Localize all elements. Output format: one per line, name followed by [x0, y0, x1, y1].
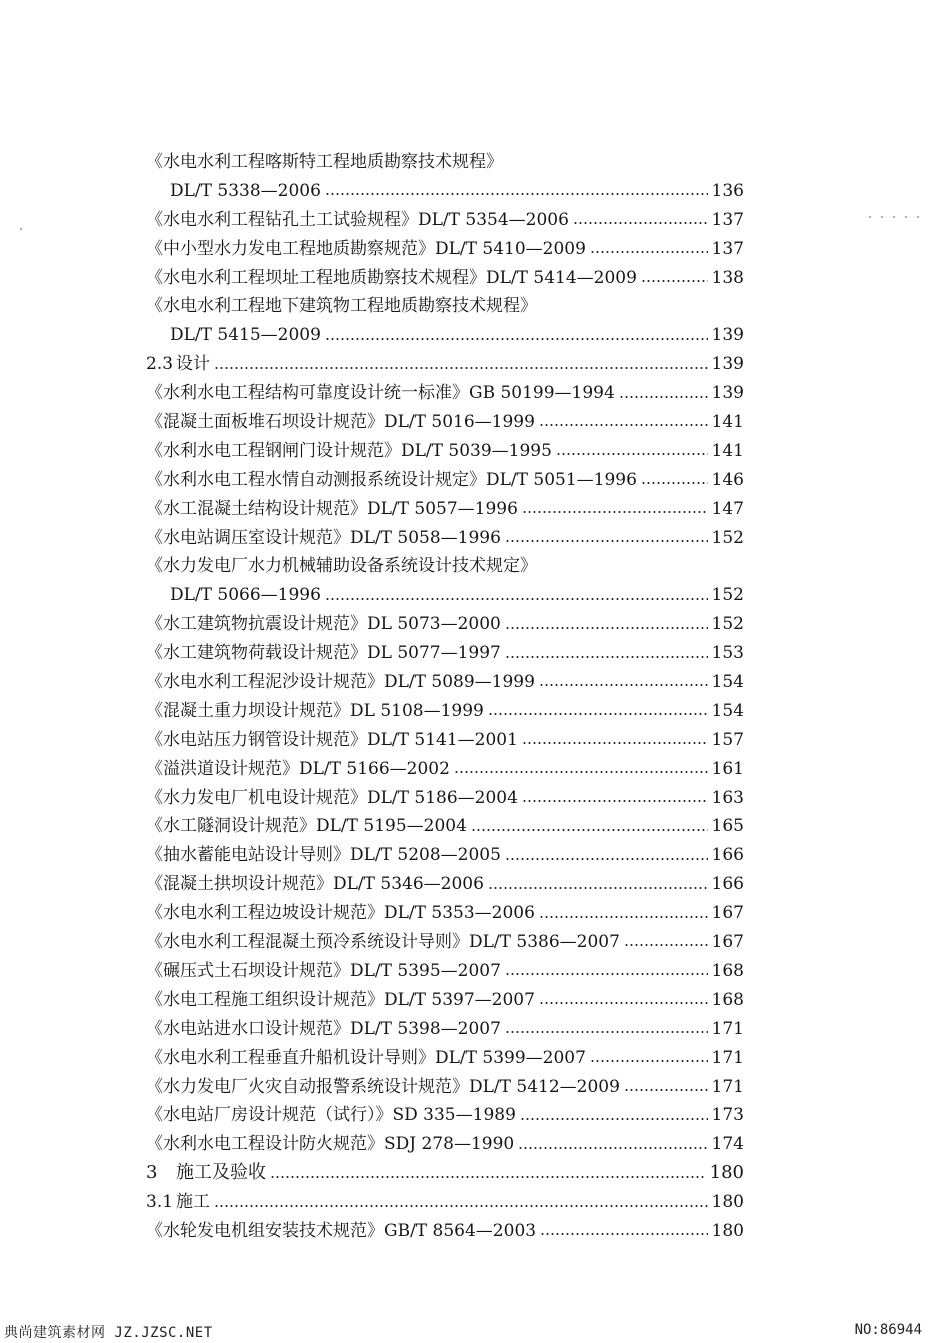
dot-leader: [270, 1176, 706, 1178]
dot-leader: [539, 684, 708, 686]
toc-entry-title: 《水利水电工程钢闸门设计规范》DL/T 5039—1995: [146, 440, 552, 461]
section-number: 2.3: [146, 354, 174, 375]
dot-leader: [540, 1233, 707, 1235]
toc-page-number: 163: [711, 787, 744, 808]
toc-page-number: 152: [711, 527, 744, 548]
toc-entry-title: 《水工混凝土结构设计规范》DL/T 5057—1996: [146, 498, 518, 519]
dot-leader: [488, 887, 708, 889]
dot-leader: [539, 916, 708, 918]
dot-leader: [556, 453, 708, 455]
toc-entry: [146, 206, 744, 235]
toc-entry: [146, 1073, 744, 1102]
toc-page-number: 154: [711, 672, 744, 693]
toc-page-number: 137: [711, 238, 744, 259]
toc-entry: [146, 928, 744, 957]
dot-leader: [520, 1118, 708, 1120]
dot-leader: [641, 482, 708, 484]
dot-leader: [624, 1089, 708, 1091]
toc-entry: [146, 379, 744, 408]
dot-leader: [641, 280, 708, 282]
toc-entry: [146, 726, 744, 755]
dot-leader: [539, 1002, 708, 1004]
scan-artifact: [864, 216, 924, 218]
toc-entry-title: 《抽水蓄能电站设计导则》DL/T 5208—2005: [146, 845, 501, 866]
toc-entry-title: 《水电水利工程地下建筑物工程地质勘察技术规程》: [146, 296, 537, 317]
toc-entry: [146, 1015, 744, 1044]
toc-entry-title: [146, 1188, 210, 1217]
toc-entry: [146, 321, 744, 350]
toc-entry: [146, 870, 744, 899]
toc-page-number: 180: [711, 1220, 744, 1241]
watermark-footer: [0, 1318, 950, 1343]
toc-entry-title: 《水工建筑物抗震设计规范》DL 5073—2000: [146, 614, 501, 635]
toc-entry: [146, 437, 744, 466]
toc-page-number: 141: [711, 412, 744, 433]
toc-entry: [146, 1101, 744, 1130]
toc-entry: [146, 264, 744, 293]
toc-entry-title: 《水电站进水口设计规范》DL/T 5398—2007: [146, 1018, 501, 1039]
section-title: 设计: [176, 354, 210, 375]
toc-page-number: 166: [711, 845, 744, 866]
toc-entry-title: 《水电水利工程喀斯特工程地质勘察技术规程》: [146, 152, 503, 172]
table-of-contents: [146, 148, 744, 1246]
toc-entry: [146, 581, 744, 610]
toc-entry-title: 《水电水利工程垂直升船机设计导则》DL/T 5399—2007: [146, 1047, 586, 1068]
toc-entry-title: 《水利水电工程设计防火规范》SDJ 278—1990: [146, 1134, 515, 1155]
toc-page-number: 173: [711, 1105, 744, 1126]
toc-entry: [146, 668, 744, 697]
toc-entry: [146, 784, 744, 813]
toc-entry-title: 《水工隧洞设计规范》DL/T 5195—2004: [146, 816, 467, 837]
toc-entry-title: 《水力发电厂火灾自动报警系统设计规范》DL/T 5412—2009: [146, 1076, 620, 1097]
toc-page-number: 167: [711, 903, 744, 924]
toc-entry-title: 《碾压式土石坝设计规范》DL/T 5395—2007: [146, 960, 501, 981]
toc-entry: [146, 957, 744, 986]
toc-entry-title: 《水电水利工程泥沙设计规范》DL/T 5089—1999: [146, 672, 535, 693]
toc-entry: [146, 148, 744, 177]
toc-entry: [146, 408, 744, 437]
toc-page-number: 180: [711, 1192, 744, 1213]
toc-entry-title: 《中小型水力发电工程地质勘察规范》DL/T 5410—2009: [146, 238, 586, 259]
toc-page-number: 166: [711, 874, 744, 895]
section-title: 施工: [176, 1192, 210, 1213]
toc-page-number: 171: [711, 1047, 744, 1068]
toc-page-number: 136: [711, 180, 744, 201]
toc-page-number: 180: [709, 1162, 744, 1184]
toc-entry: [146, 610, 744, 639]
watermark-number: NO:86944: [854, 1322, 922, 1338]
toc-page-number: 171: [711, 1076, 744, 1097]
toc-entry-title: 《水轮发电机组安装技术规范》GB/T 8564—2003: [146, 1220, 537, 1241]
toc-page-number: 168: [711, 989, 744, 1010]
dot-leader: [505, 858, 708, 860]
toc-page-number: 139: [711, 354, 744, 375]
toc-entry-title: 《水工建筑物荷载设计规范》DL 5077—1997: [146, 643, 501, 664]
dot-leader: [488, 713, 708, 715]
section-title: 施工及验收: [176, 1162, 266, 1184]
toc-entry: [146, 350, 744, 379]
toc-entry-title: 《水利水电工程结构可靠度设计统一标准》GB 50199—1994: [146, 383, 615, 404]
dot-leader: [471, 829, 708, 831]
section-number: 3: [146, 1162, 158, 1184]
toc-entry-title: 《水电水利工程坝址工程地质勘察技术规程》DL/T 5414—2009: [146, 267, 637, 288]
toc-entry-title: 《混凝土面板堆石坝设计规范》DL/T 5016—1999: [146, 412, 535, 433]
toc-entry: [146, 495, 744, 524]
dot-leader: [522, 511, 708, 513]
toc-entry: [146, 899, 744, 928]
dot-leader: [522, 800, 708, 802]
dot-leader: [619, 396, 708, 398]
dot-leader: [505, 656, 708, 658]
toc-entry: [146, 177, 744, 206]
dot-leader: [505, 540, 708, 542]
toc-page-number: 139: [711, 325, 744, 346]
toc-entry: [146, 1130, 744, 1159]
toc-page-number: 174: [711, 1134, 744, 1155]
toc-entry-title: 《水电水利工程边坡设计规范》DL/T 5353—2006: [146, 903, 535, 924]
toc-entry-title: 《混凝土拱坝设计规范》DL/T 5346—2006: [146, 874, 484, 895]
toc-entry: [146, 292, 744, 321]
dot-leader: [590, 251, 708, 253]
dot-leader: [325, 193, 708, 195]
toc-page-number: 147: [711, 498, 744, 519]
watermark-site: 典尚建筑素材网 JZ.JZSC.NET: [4, 1325, 213, 1341]
dot-leader: [505, 627, 708, 629]
toc-entry: [146, 841, 744, 870]
toc-entry-title: 《水力发电厂水力机械辅助设备系统设计技术规定》: [146, 556, 537, 577]
toc-page-number: 161: [711, 758, 744, 779]
toc-entry: [146, 466, 744, 495]
toc-entry-title: [146, 1159, 266, 1188]
toc-entry: [146, 1044, 744, 1073]
dot-leader: [505, 1031, 708, 1033]
toc-page-number: 171: [711, 1018, 744, 1039]
toc-entry: [146, 235, 744, 264]
toc-entry: [146, 986, 744, 1015]
toc-entry: [146, 1159, 744, 1188]
toc-entry-title: 《混凝土重力坝设计规范》DL 5108—1999: [146, 700, 484, 721]
dot-leader: [624, 944, 708, 946]
toc-entry: [146, 552, 744, 581]
toc-entry-title: 《水电站调压室设计规范》DL/T 5058—1996: [146, 527, 501, 548]
toc-entry-title: DL/T 5415—2009: [170, 325, 321, 346]
toc-entry-title: 《水力发电厂机电设计规范》DL/T 5186—2004: [146, 787, 518, 808]
dot-leader: [325, 338, 708, 340]
dot-leader: [522, 742, 708, 744]
dot-leader: [573, 222, 708, 224]
dot-leader: [454, 771, 708, 773]
dot-leader: [505, 973, 708, 975]
toc-page-number: 152: [711, 585, 744, 606]
toc-page-number: 168: [711, 960, 744, 981]
dot-leader: [590, 1060, 708, 1062]
dot-leader: [539, 424, 708, 426]
toc-page-number: 153: [711, 643, 744, 664]
dot-leader: [214, 1205, 708, 1207]
toc-page-number: 152: [711, 614, 744, 635]
toc-entry: [146, 812, 744, 841]
dot-leader: [325, 598, 708, 600]
toc-page-number: 138: [711, 267, 744, 288]
toc-entry: [146, 639, 744, 668]
toc-entry-title: 《水电站厂房设计规范（试行）》SD 335—1989: [146, 1105, 516, 1126]
toc-page-number: 139: [711, 383, 744, 404]
toc-entry-title: 《水利水电工程水情自动测报系统设计规定》DL/T 5051—1996: [146, 469, 637, 490]
toc-entry-title: 《水电水利工程钻孔土工试验规程》DL/T 5354—2006: [146, 209, 569, 230]
toc-entry: [146, 697, 744, 726]
toc-entry: [146, 755, 744, 784]
scan-artifact: [20, 228, 22, 230]
toc-page-number: 167: [711, 932, 744, 953]
toc-entry-title: [146, 350, 210, 379]
toc-entry: [146, 1217, 744, 1246]
dot-leader: [518, 1147, 707, 1149]
toc-entry-title: DL/T 5066—1996: [170, 585, 321, 606]
toc-entry-title: 《溢洪道设计规范》DL/T 5166—2002: [146, 758, 450, 779]
section-number: 3.1: [146, 1192, 174, 1213]
toc-page-number: 146: [711, 469, 744, 490]
toc-page-number: 154: [711, 700, 744, 721]
toc-entry: [146, 524, 744, 553]
toc-entry-title: DL/T 5338—2006: [170, 180, 321, 201]
toc-entry: [146, 1188, 744, 1217]
toc-page-number: 141: [711, 440, 744, 461]
toc-entry-title: 《水电水利工程混凝土预冷系统设计导则》DL/T 5386—2007: [146, 932, 620, 953]
toc-entry-title: 《水电站压力钢管设计规范》DL/T 5141—2001: [146, 729, 518, 750]
dot-leader: [214, 367, 708, 369]
toc-page-number: 157: [711, 729, 744, 750]
toc-page-number: 165: [711, 816, 744, 837]
toc-page-number: 137: [711, 209, 744, 230]
toc-entry-title: 《水电工程施工组织设计规范》DL/T 5397—2007: [146, 989, 535, 1010]
